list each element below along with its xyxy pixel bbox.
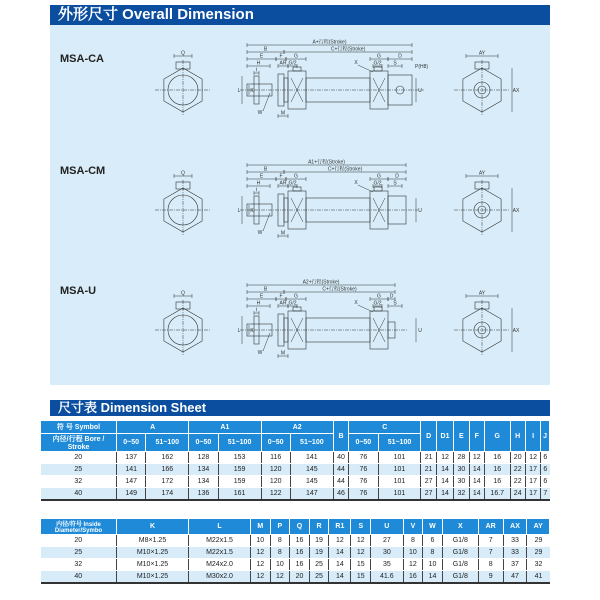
dimension-label: W: [257, 230, 263, 236]
dimension-label: X: [354, 60, 358, 66]
column-header: AR: [478, 519, 503, 535]
rear-port: [374, 67, 382, 71]
dimension-label: B: [263, 166, 268, 173]
table-cell: 149: [117, 488, 146, 501]
dimension-label: G/2: [288, 180, 297, 187]
table-cell: 134: [189, 464, 218, 476]
table-cell: 101: [378, 452, 421, 464]
table-cell: 32: [41, 559, 117, 571]
table-cell: 76: [349, 464, 378, 476]
table-cell: 25: [309, 571, 329, 584]
table-cell: 14: [329, 559, 351, 571]
table-cell: 161: [218, 488, 261, 501]
column-header: K: [117, 519, 189, 535]
column-header: AX: [503, 519, 527, 535]
table-cell: 101: [378, 488, 421, 501]
table-cell: 17: [525, 464, 540, 476]
dimension-label: AR: [279, 300, 287, 307]
table-cell: 162: [146, 452, 189, 464]
table-cell: M10×1.25: [117, 547, 189, 559]
table-cell: 14: [329, 547, 351, 559]
table-cell: 14: [329, 571, 351, 584]
dimension-label: K: [250, 88, 254, 94]
table-cell: 6: [541, 476, 550, 488]
dimension-label: C+行程(Stroke): [322, 286, 357, 293]
table-cell: G1/8: [442, 559, 478, 571]
table-cell: G1/8: [442, 571, 478, 584]
model-label-ca: MSA-CA: [60, 53, 104, 65]
table-cell: 15: [351, 571, 371, 584]
dimension-label: AY: [478, 290, 486, 297]
table-cell: 27: [421, 488, 436, 501]
table-cell: 29: [527, 535, 550, 547]
table-cell: 15: [351, 559, 371, 571]
table-cell: 12: [403, 559, 423, 571]
table-cell: 128: [189, 452, 218, 464]
dimension-label: U: [418, 208, 422, 214]
column-header: X: [442, 519, 478, 535]
dimension-label: F: [279, 53, 283, 60]
table-cell: 7: [541, 488, 550, 501]
table-cell: 44: [333, 464, 348, 476]
table-cell: 8: [478, 559, 503, 571]
dimension-label: H: [256, 300, 261, 307]
column-header: 0~50: [189, 434, 218, 452]
dimension-label: AR: [279, 60, 287, 67]
dimension-label: AY: [478, 170, 486, 177]
table-row: [41, 464, 550, 476]
table-cell: 30: [371, 547, 404, 559]
table-cell: 12: [436, 452, 453, 464]
table-row: [41, 488, 550, 501]
leader-line: [358, 185, 373, 192]
table-cell: 14: [436, 464, 453, 476]
table-cell: 35: [371, 559, 404, 571]
table-cell: 25: [41, 547, 117, 559]
rear-port: [374, 187, 382, 191]
table-cell: 159: [218, 476, 261, 488]
dimension-label: Q: [181, 50, 185, 57]
table-cell: 14: [436, 476, 453, 488]
table-cell: 27: [421, 476, 436, 488]
table-cell: 172: [146, 476, 189, 488]
table-cell: 10: [251, 535, 271, 547]
table-cell: 20: [290, 571, 310, 584]
dimension-label: L: [237, 208, 241, 214]
column-header: AY: [527, 519, 550, 535]
table-cell: 141: [290, 452, 333, 464]
table-cell: 116: [261, 452, 290, 464]
dimension-label: M: [280, 110, 286, 117]
column-header: L: [189, 519, 251, 535]
column-header: P: [270, 519, 290, 535]
table-cell: 8: [270, 547, 290, 559]
column-header: 0~50: [117, 434, 146, 452]
dimension-label: L: [237, 88, 241, 94]
table-cell: 101: [378, 476, 421, 488]
table-cell: 32: [41, 476, 117, 488]
drawing-area: [50, 25, 550, 385]
column-header: 符 号 Symbol: [41, 421, 117, 434]
dimension-label: A1+行程(Stroke): [308, 159, 345, 166]
dimension-label: G: [294, 173, 298, 180]
column-header: D: [421, 421, 436, 452]
dimension-label: I: [255, 307, 258, 314]
table-cell: 40: [333, 452, 348, 464]
table-cell: 28: [454, 452, 469, 464]
dimension-label: S: [393, 300, 397, 307]
table-row: [41, 535, 550, 547]
leader-line: [358, 65, 373, 72]
table-cell: 174: [146, 488, 189, 501]
table-cell: 141: [117, 464, 146, 476]
column-header: R: [309, 519, 329, 535]
table-cell: 37: [503, 559, 527, 571]
table-cell: 76: [349, 452, 378, 464]
table-row: [41, 476, 550, 488]
table-cell: 145: [290, 464, 333, 476]
dimension-label: H: [256, 180, 261, 187]
column-header: D1: [436, 421, 453, 452]
dimension-label: G: [377, 293, 381, 300]
table-cell: G1/8: [442, 535, 478, 547]
dimension-label: G/2: [288, 60, 297, 67]
dimension-label: A+行程(Stroke): [312, 39, 347, 46]
table-cell: 17: [525, 476, 540, 488]
table-cell: 10: [403, 547, 423, 559]
table-cell: 153: [218, 452, 261, 464]
table-cell: 33: [503, 535, 527, 547]
table-cell: 120: [261, 464, 290, 476]
column-header: G: [484, 421, 510, 452]
column-header: S: [351, 519, 371, 535]
table-cell: 16: [290, 559, 310, 571]
table-cell: 12: [329, 535, 351, 547]
table-cell: 6: [541, 464, 550, 476]
table-cell: 147: [290, 488, 333, 501]
column-header: A: [117, 421, 189, 434]
table-cell: 12: [251, 571, 271, 584]
table-cell: 7: [478, 547, 503, 559]
column-header: 内径/行程 Bore / Stroke: [41, 434, 117, 452]
column-header: A1: [189, 421, 261, 434]
table-cell: 12: [251, 559, 271, 571]
table-cell: 32: [454, 488, 469, 501]
column-header: F: [469, 421, 484, 452]
rear-port: [374, 307, 382, 311]
table-cell: M24x2.0: [189, 559, 251, 571]
leader-line: [358, 305, 373, 312]
dimension-label: G/2: [373, 300, 382, 307]
table-cell: 122: [261, 488, 290, 501]
dimension-label: G/2: [373, 60, 382, 67]
table-cell: 40: [41, 488, 117, 501]
table-cell: 41: [527, 571, 550, 584]
table-cell: 16.7: [484, 488, 510, 501]
table-cell: 14: [469, 476, 484, 488]
column-header: 51~100: [378, 434, 421, 452]
table-cell: 21: [421, 452, 436, 464]
table-row: [41, 452, 550, 464]
table-cell: 159: [218, 464, 261, 476]
dimension-table-1: [40, 420, 550, 501]
table-cell: M30x2.0: [189, 571, 251, 584]
column-header: Q: [290, 519, 310, 535]
dimension-label: C+行程(Stroke): [330, 46, 366, 53]
table-cell: 16: [290, 535, 310, 547]
dimension-label: G/2: [288, 300, 297, 307]
table-cell: 22: [510, 476, 525, 488]
column-header: J: [541, 421, 550, 452]
model-label-cm: MSA-CM: [60, 165, 106, 177]
dimension-label: Q: [181, 290, 185, 297]
table-cell: 40: [41, 571, 117, 584]
dimension-label: B: [263, 286, 268, 293]
table-cell: 12: [270, 571, 290, 584]
column-header: U: [371, 519, 404, 535]
dimension-label: B: [263, 46, 268, 53]
table-cell: 19: [309, 547, 329, 559]
table-cell: 101: [378, 464, 421, 476]
dimension-label: F: [279, 293, 283, 300]
table-cell: 30: [454, 476, 469, 488]
column-header: C: [349, 421, 421, 434]
dimension-label: D: [398, 53, 402, 60]
dimension-label: K: [250, 208, 254, 214]
column-header: 0~50: [261, 434, 290, 452]
table-cell: 33: [503, 547, 527, 559]
table-cell: 47: [503, 571, 527, 584]
table-cell: 12: [251, 547, 271, 559]
table-cell: 29: [527, 547, 550, 559]
table-cell: 46: [333, 488, 348, 501]
table-cell: 24: [510, 488, 525, 501]
column-header: A2: [261, 421, 333, 434]
table-cell: M10×1.25: [117, 559, 189, 571]
dimension-label: A2+行程(Stroke): [302, 279, 340, 286]
model-label-u: MSA-U: [60, 285, 97, 297]
table-cell: 20: [41, 452, 117, 464]
table-cell: 8: [423, 547, 443, 559]
dimension-label: S: [393, 180, 397, 187]
table-cell: 16: [484, 452, 510, 464]
column-header: M: [251, 519, 271, 535]
column-header: 内径/符号 Inside Diameter/Symbo: [41, 519, 117, 535]
dimension-label: I: [255, 187, 258, 194]
table-cell: 41.6: [371, 571, 404, 584]
dimension-label: M: [280, 230, 286, 237]
dimension-label: G: [294, 53, 298, 60]
table-cell: G1/8: [442, 547, 478, 559]
table-cell: 134: [189, 476, 218, 488]
dimension-label: L: [237, 328, 241, 334]
dimension-label: S: [393, 60, 397, 67]
leader-line: [263, 93, 270, 111]
dimension-label: H: [256, 60, 261, 67]
table-cell: 25: [41, 464, 117, 476]
dimension-label: Q: [181, 170, 185, 177]
dimension-label: W: [257, 350, 263, 356]
table-cell: M22x1.5: [189, 535, 251, 547]
table-cell: 10: [423, 559, 443, 571]
column-header: E: [454, 421, 469, 452]
table-cell: 147: [117, 476, 146, 488]
table-cell: 44: [333, 476, 348, 488]
table-cell: M10×1.25: [117, 571, 189, 584]
dimension-label: G: [377, 173, 381, 180]
table-cell: 137: [117, 452, 146, 464]
table-cell: 16: [484, 476, 510, 488]
dimension-label: E: [259, 53, 264, 60]
dimension-label: I: [255, 67, 258, 74]
table-cell: 6: [541, 452, 550, 464]
leader-line: [263, 213, 270, 231]
dimension-label: AX: [512, 208, 520, 214]
table-cell: 6: [423, 535, 443, 547]
dimension-label: C+行程(Stroke): [327, 166, 363, 173]
dimension-label: E: [259, 173, 264, 180]
table-row: [41, 559, 550, 571]
table-cell: 12: [351, 547, 371, 559]
dimension-label: AX: [512, 88, 520, 94]
table-cell: 16: [484, 464, 510, 476]
table-cell: 21: [421, 464, 436, 476]
table-cell: 8: [270, 535, 290, 547]
table-cell: 27: [371, 535, 404, 547]
table-cell: 12: [351, 535, 371, 547]
column-header: R1: [329, 519, 351, 535]
table-cell: 20: [41, 535, 117, 547]
dimension-label: U: [418, 88, 422, 94]
table-cell: 14: [423, 571, 443, 584]
column-header: I: [525, 421, 540, 452]
column-header: 51~100: [290, 434, 333, 452]
table-cell: 12: [525, 452, 540, 464]
column-header: H: [510, 421, 525, 452]
dimension-label: G: [377, 53, 381, 60]
dimension-label: K: [250, 328, 254, 334]
table-cell: 19: [309, 535, 329, 547]
column-header: 51~100: [218, 434, 261, 452]
table-cell: 14: [469, 488, 484, 501]
table-cell: 25: [309, 559, 329, 571]
table-cell: 136: [189, 488, 218, 501]
dimension-label: P(H8): [415, 64, 429, 70]
table-cell: 7: [478, 535, 503, 547]
dimension-label: D: [395, 173, 399, 180]
table-cell: 30: [454, 464, 469, 476]
table-cell: 22: [510, 464, 525, 476]
dimension-label: X: [354, 300, 358, 306]
table-cell: 145: [290, 476, 333, 488]
technical-drawings: [50, 25, 550, 385]
table-cell: 8: [403, 535, 423, 547]
dimension-label: X: [354, 180, 358, 186]
table-cell: 14: [469, 464, 484, 476]
table-cell: 10: [270, 559, 290, 571]
column-header: W: [423, 519, 443, 535]
dimension-label: M: [280, 350, 286, 357]
column-header: B: [333, 421, 348, 452]
dimension-label: D: [389, 293, 394, 300]
overall-dimension-header: 外形尺寸 Overall Dimension: [50, 5, 550, 25]
dimension-label: AX: [512, 328, 520, 334]
table-cell: 32: [527, 559, 550, 571]
table-cell: 76: [349, 476, 378, 488]
dimension-label: G: [294, 293, 298, 300]
table-cell: 120: [261, 476, 290, 488]
table-cell: 16: [290, 547, 310, 559]
table-cell: 76: [349, 488, 378, 501]
dimension-label: E: [259, 293, 264, 300]
table-cell: 166: [146, 464, 189, 476]
dimension-label: U: [418, 328, 422, 334]
column-header: 51~100: [146, 434, 189, 452]
dimension-label: G/2: [373, 180, 382, 187]
dimension-label: AY: [478, 50, 486, 57]
dimension-table-2: [40, 518, 550, 584]
table-cell: 20: [510, 452, 525, 464]
table-row: [41, 547, 550, 559]
table-cell: M22x1.5: [189, 547, 251, 559]
dimension-sheet-header: 尺寸表 Dimension Sheet: [50, 400, 550, 416]
dimension-label: AR: [279, 180, 287, 187]
table-cell: 16: [403, 571, 423, 584]
table-cell: 14: [436, 488, 453, 501]
dimension-label: F: [279, 173, 283, 180]
table-cell: 9: [478, 571, 503, 584]
table-cell: 12: [469, 452, 484, 464]
column-header: 0~50: [349, 434, 378, 452]
table-row: [41, 571, 550, 584]
table-cell: 17: [525, 488, 540, 501]
table-cell: M8×1.25: [117, 535, 189, 547]
dimension-label: W: [257, 110, 263, 116]
column-header: V: [403, 519, 423, 535]
